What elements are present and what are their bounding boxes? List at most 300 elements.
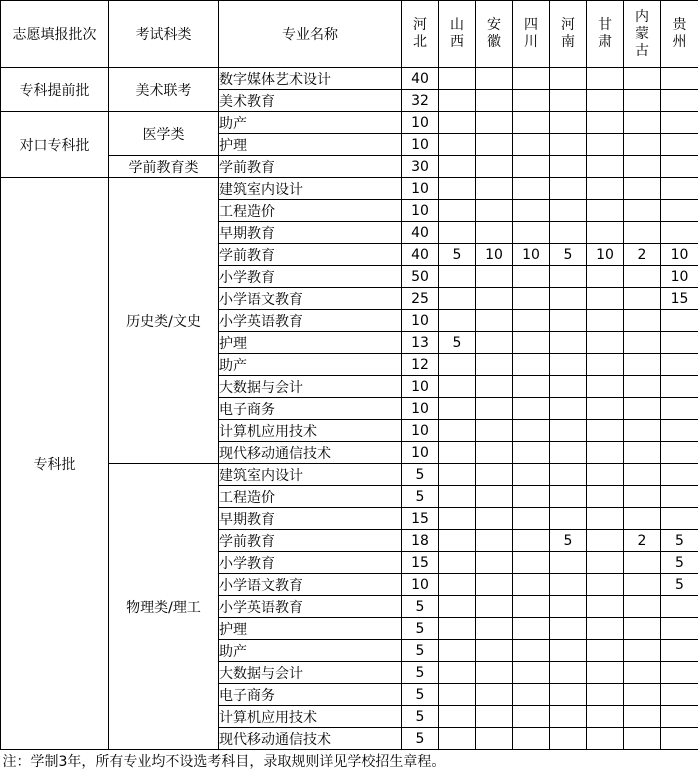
major-cell: 计算机应用技术	[219, 706, 402, 728]
major-cell: 早期教育	[219, 508, 402, 530]
major-cell: 小学英语教育	[219, 310, 402, 332]
quota-cell	[550, 134, 587, 156]
quota-cell	[624, 728, 661, 750]
quota-cell	[550, 90, 587, 112]
quota-cell	[439, 574, 476, 596]
quota-cell	[550, 684, 587, 706]
quota-cell	[550, 332, 587, 354]
quota-cell	[587, 530, 624, 552]
quota-cell	[550, 618, 587, 640]
quota-cell	[661, 640, 698, 662]
header-province: 山西	[439, 1, 476, 68]
quota-cell	[513, 618, 550, 640]
quota-cell	[550, 420, 587, 442]
major-cell: 学前教育	[219, 156, 402, 178]
quota-cell	[513, 90, 550, 112]
quota-cell	[513, 332, 550, 354]
quota-cell: 10	[402, 376, 439, 398]
quota-cell	[587, 662, 624, 684]
quota-cell	[513, 464, 550, 486]
quota-cell: 10	[402, 112, 439, 134]
quota-cell	[476, 574, 513, 596]
quota-cell	[624, 266, 661, 288]
quota-cell	[550, 640, 587, 662]
quota-cell	[439, 354, 476, 376]
quota-cell	[439, 420, 476, 442]
quota-cell	[513, 156, 550, 178]
quota-cell	[587, 464, 624, 486]
quota-cell	[624, 376, 661, 398]
quota-cell: 5	[402, 728, 439, 750]
quota-cell	[513, 574, 550, 596]
quota-cell	[439, 288, 476, 310]
quota-cell	[476, 90, 513, 112]
quota-cell	[513, 662, 550, 684]
quota-cell: 10	[661, 244, 698, 266]
quota-cell	[476, 222, 513, 244]
major-cell: 大数据与会计	[219, 376, 402, 398]
quota-cell	[661, 442, 698, 464]
quota-cell	[661, 618, 698, 640]
quota-cell	[439, 310, 476, 332]
quota-cell	[439, 178, 476, 200]
quota-cell	[513, 640, 550, 662]
quota-cell	[550, 508, 587, 530]
quota-cell	[476, 112, 513, 134]
quota-cell: 5	[402, 706, 439, 728]
quota-cell	[587, 354, 624, 376]
major-cell: 助产	[219, 354, 402, 376]
quota-cell	[476, 310, 513, 332]
quota-cell	[550, 222, 587, 244]
quota-cell	[476, 376, 513, 398]
quota-cell	[476, 442, 513, 464]
table-row	[1, 178, 698, 200]
quota-cell	[624, 420, 661, 442]
quota-cell	[624, 398, 661, 420]
major-cell: 计算机应用技术	[219, 420, 402, 442]
quota-cell	[624, 222, 661, 244]
quota-cell	[661, 420, 698, 442]
quota-cell: 32	[402, 90, 439, 112]
major-cell: 现代移动通信技术	[219, 728, 402, 750]
quota-cell: 5	[661, 530, 698, 552]
quota-cell	[624, 596, 661, 618]
quota-cell	[624, 684, 661, 706]
quota-cell: 5	[550, 530, 587, 552]
quota-cell	[513, 596, 550, 618]
quota-cell	[587, 90, 624, 112]
quota-cell	[550, 442, 587, 464]
quota-cell	[587, 310, 624, 332]
quota-cell	[624, 552, 661, 574]
quota-cell	[550, 178, 587, 200]
quota-cell	[439, 442, 476, 464]
header-province: 内蒙古	[624, 1, 661, 68]
quota-cell	[661, 134, 698, 156]
quota-cell	[439, 728, 476, 750]
quota-cell	[513, 266, 550, 288]
quota-cell	[587, 486, 624, 508]
quota-cell	[624, 112, 661, 134]
quota-cell	[661, 90, 698, 112]
quota-cell	[476, 684, 513, 706]
quota-cell: 10	[402, 420, 439, 442]
quota-cell	[513, 200, 550, 222]
quota-cell	[587, 508, 624, 530]
quota-cell	[513, 486, 550, 508]
category-cell: 学前教育类	[109, 156, 219, 178]
quota-cell	[550, 156, 587, 178]
quota-cell	[624, 574, 661, 596]
quota-cell: 10	[513, 244, 550, 266]
header-province: 河南	[550, 1, 587, 68]
quota-cell	[476, 530, 513, 552]
quota-cell	[550, 398, 587, 420]
quota-cell	[587, 574, 624, 596]
header-category: 考试科类	[109, 1, 219, 68]
quota-cell	[661, 398, 698, 420]
quota-cell	[661, 684, 698, 706]
quota-cell	[661, 178, 698, 200]
quota-cell	[513, 728, 550, 750]
quota-cell	[439, 596, 476, 618]
quota-cell	[587, 398, 624, 420]
quota-cell	[587, 618, 624, 640]
quota-cell	[439, 640, 476, 662]
quota-cell	[661, 200, 698, 222]
quota-cell	[661, 112, 698, 134]
major-cell: 学前教育	[219, 244, 402, 266]
quota-cell	[513, 112, 550, 134]
quota-cell	[476, 420, 513, 442]
table-row	[1, 112, 698, 134]
quota-cell	[624, 464, 661, 486]
category-cell: 美术联考	[109, 68, 219, 112]
quota-cell	[513, 68, 550, 90]
quota-cell	[587, 640, 624, 662]
quota-cell	[439, 662, 476, 684]
quota-cell	[550, 574, 587, 596]
quota-cell: 5	[661, 574, 698, 596]
quota-cell	[624, 442, 661, 464]
quota-cell: 5	[402, 486, 439, 508]
quota-cell	[550, 706, 587, 728]
quota-cell: 25	[402, 288, 439, 310]
major-cell: 小学语文教育	[219, 574, 402, 596]
quota-cell	[587, 596, 624, 618]
major-cell: 数字媒体艺术设计	[219, 68, 402, 90]
quota-cell	[550, 486, 587, 508]
quota-cell	[550, 662, 587, 684]
major-cell: 建筑室内设计	[219, 464, 402, 486]
quota-cell	[661, 464, 698, 486]
major-cell: 小学教育	[219, 266, 402, 288]
major-cell: 电子商务	[219, 398, 402, 420]
quota-cell	[513, 376, 550, 398]
quota-cell	[476, 662, 513, 684]
quota-cell	[439, 266, 476, 288]
major-cell: 小学英语教育	[219, 596, 402, 618]
header-province: 河北	[402, 1, 439, 68]
header-batch: 志愿填报批次	[1, 1, 109, 68]
major-cell: 电子商务	[219, 684, 402, 706]
quota-cell: 10	[402, 442, 439, 464]
quota-cell	[513, 552, 550, 574]
quota-cell	[476, 200, 513, 222]
quota-cell	[624, 90, 661, 112]
quota-cell	[587, 288, 624, 310]
major-cell: 小学教育	[219, 552, 402, 574]
quota-cell	[624, 332, 661, 354]
quota-cell	[550, 310, 587, 332]
quota-cell: 5	[402, 684, 439, 706]
quota-cell	[513, 684, 550, 706]
quota-cell	[513, 178, 550, 200]
quota-cell	[476, 706, 513, 728]
quota-cell	[476, 134, 513, 156]
quota-cell	[513, 706, 550, 728]
quota-cell	[624, 640, 661, 662]
quota-cell: 10	[587, 244, 624, 266]
quota-cell	[587, 266, 624, 288]
quota-cell: 2	[624, 530, 661, 552]
major-cell: 助产	[219, 640, 402, 662]
quota-cell	[587, 112, 624, 134]
quota-cell	[624, 662, 661, 684]
quota-cell: 2	[624, 244, 661, 266]
quota-cell: 5	[661, 552, 698, 574]
major-cell: 美术教育	[219, 90, 402, 112]
quota-cell: 5	[402, 464, 439, 486]
quota-cell	[476, 332, 513, 354]
major-cell: 护理	[219, 618, 402, 640]
header-province: 四川	[513, 1, 550, 68]
quota-cell	[661, 156, 698, 178]
major-cell: 工程造价	[219, 486, 402, 508]
quota-cell	[550, 376, 587, 398]
quota-cell	[661, 596, 698, 618]
quota-cell	[439, 398, 476, 420]
quota-cell	[587, 178, 624, 200]
quota-cell	[550, 266, 587, 288]
header-province: 甘肃	[587, 1, 624, 68]
quota-cell	[661, 706, 698, 728]
quota-cell	[587, 684, 624, 706]
quota-cell: 10	[402, 178, 439, 200]
quota-cell	[661, 508, 698, 530]
quota-cell	[439, 222, 476, 244]
quota-cell	[439, 68, 476, 90]
quota-cell	[550, 112, 587, 134]
quota-cell	[661, 376, 698, 398]
quota-cell	[439, 508, 476, 530]
note-row	[1, 750, 698, 771]
quota-cell	[661, 486, 698, 508]
quota-cell	[624, 486, 661, 508]
quota-cell	[476, 398, 513, 420]
quota-cell	[624, 68, 661, 90]
quota-cell	[550, 288, 587, 310]
major-cell: 建筑室内设计	[219, 178, 402, 200]
quota-cell	[513, 398, 550, 420]
quota-cell: 5	[402, 662, 439, 684]
header-row	[1, 1, 698, 68]
quota-cell	[439, 90, 476, 112]
quota-cell	[439, 464, 476, 486]
quota-cell	[550, 464, 587, 486]
quota-cell	[550, 596, 587, 618]
quota-cell	[550, 728, 587, 750]
quota-cell	[476, 486, 513, 508]
quota-cell	[513, 134, 550, 156]
quota-cell: 18	[402, 530, 439, 552]
quota-cell: 40	[402, 68, 439, 90]
category-cell: 历史类/文史	[109, 178, 219, 464]
quota-cell	[550, 68, 587, 90]
quota-cell	[439, 706, 476, 728]
quota-cell	[661, 662, 698, 684]
quota-cell	[624, 288, 661, 310]
quota-cell	[587, 200, 624, 222]
quota-cell	[476, 618, 513, 640]
quota-cell: 50	[402, 266, 439, 288]
quota-cell: 10	[402, 310, 439, 332]
quota-cell	[439, 530, 476, 552]
quota-cell: 5	[439, 244, 476, 266]
quota-cell	[439, 552, 476, 574]
quota-cell: 40	[402, 244, 439, 266]
quota-cell	[513, 354, 550, 376]
quota-cell: 10	[402, 574, 439, 596]
quota-cell	[587, 706, 624, 728]
quota-cell	[624, 618, 661, 640]
quota-cell	[439, 376, 476, 398]
quota-cell	[513, 310, 550, 332]
quota-cell	[587, 442, 624, 464]
quota-cell	[587, 222, 624, 244]
table-row	[1, 68, 698, 90]
quota-cell	[587, 376, 624, 398]
quota-cell: 13	[402, 332, 439, 354]
major-cell: 助产	[219, 112, 402, 134]
quota-cell: 5	[439, 332, 476, 354]
major-cell: 护理	[219, 332, 402, 354]
quota-cell	[661, 354, 698, 376]
major-cell: 现代移动通信技术	[219, 442, 402, 464]
quota-cell: 5	[402, 618, 439, 640]
quota-cell	[624, 156, 661, 178]
quota-cell	[661, 68, 698, 90]
quota-cell: 15	[402, 508, 439, 530]
quota-cell	[439, 112, 476, 134]
quota-cell: 12	[402, 354, 439, 376]
quota-cell	[476, 464, 513, 486]
table-body	[1, 1, 698, 771]
category-cell: 物理类/理工	[109, 464, 219, 750]
quota-cell	[476, 596, 513, 618]
quota-cell	[624, 200, 661, 222]
quota-cell	[550, 552, 587, 574]
quota-cell	[513, 442, 550, 464]
quota-cell	[587, 68, 624, 90]
footnote: 注：学制3年，所有专业均不设选考科目，录取规则详见学校招生章程。	[1, 750, 698, 771]
quota-cell: 30	[402, 156, 439, 178]
batch-cell: 对口专科批	[1, 112, 109, 178]
quota-cell	[476, 156, 513, 178]
quota-cell	[476, 508, 513, 530]
quota-cell	[624, 134, 661, 156]
quota-cell	[439, 486, 476, 508]
quota-cell: 5	[402, 640, 439, 662]
quota-cell	[439, 200, 476, 222]
quota-cell	[624, 706, 661, 728]
quota-cell: 5	[550, 244, 587, 266]
batch-cell: 专科提前批	[1, 68, 109, 112]
quota-cell	[624, 178, 661, 200]
quota-cell	[513, 288, 550, 310]
category-cell: 医学类	[109, 112, 219, 156]
quota-cell	[476, 178, 513, 200]
quota-cell	[624, 310, 661, 332]
quota-cell	[476, 728, 513, 750]
quota-cell	[476, 288, 513, 310]
quota-cell	[439, 684, 476, 706]
quota-cell	[624, 354, 661, 376]
quota-cell: 10	[476, 244, 513, 266]
quota-cell: 10	[661, 266, 698, 288]
quota-cell	[513, 508, 550, 530]
quota-cell: 15	[402, 552, 439, 574]
quota-cell	[587, 134, 624, 156]
major-cell: 大数据与会计	[219, 662, 402, 684]
quota-cell	[624, 508, 661, 530]
quota-cell	[439, 156, 476, 178]
quota-cell: 10	[402, 398, 439, 420]
quota-cell	[513, 530, 550, 552]
quota-cell	[587, 156, 624, 178]
major-cell: 工程造价	[219, 200, 402, 222]
batch-cell: 专科批	[1, 178, 109, 750]
quota-cell	[587, 552, 624, 574]
major-cell: 小学语文教育	[219, 288, 402, 310]
quota-cell	[661, 222, 698, 244]
quota-cell	[476, 266, 513, 288]
quota-cell	[439, 618, 476, 640]
quota-cell	[587, 332, 624, 354]
quota-cell	[587, 728, 624, 750]
quota-cell	[587, 420, 624, 442]
quota-cell	[513, 420, 550, 442]
header-major: 专业名称	[219, 1, 402, 68]
quota-cell: 40	[402, 222, 439, 244]
quota-cell: 10	[402, 134, 439, 156]
major-cell: 学前教育	[219, 530, 402, 552]
header-province: 安徽	[476, 1, 513, 68]
quota-cell	[661, 728, 698, 750]
quota-cell	[513, 222, 550, 244]
quota-cell	[661, 332, 698, 354]
quota-cell: 5	[402, 596, 439, 618]
quota-cell	[550, 354, 587, 376]
quota-cell: 10	[402, 200, 439, 222]
quota-cell	[439, 134, 476, 156]
quota-cell	[550, 200, 587, 222]
major-cell: 早期教育	[219, 222, 402, 244]
major-cell: 护理	[219, 134, 402, 156]
quota-cell	[476, 354, 513, 376]
quota-cell: 15	[661, 288, 698, 310]
